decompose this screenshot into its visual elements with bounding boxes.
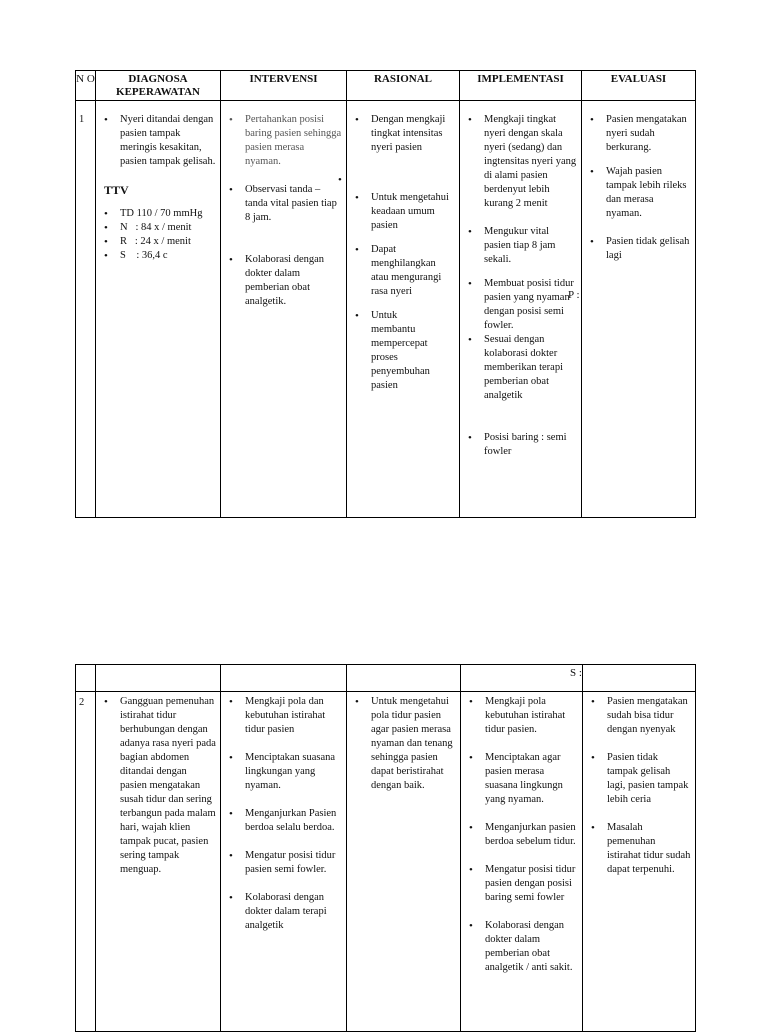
row-number-text: 2: [79, 697, 85, 708]
diagnosa-cell: [96, 101, 221, 518]
evaluasi-item: • Wajah pasien tampak lebih rileks dan merasa nyaman.: [586, 165, 691, 221]
row-number: [76, 692, 96, 1032]
stray-label-s: S :: [570, 667, 582, 679]
implementasi-item: • Menganjurkan pasien berdoa sebelum tidur.: [465, 821, 578, 849]
intervensi-item: • Menciptakan suasana lingkungan yang nyaman.: [225, 751, 342, 793]
implementasi-item: • Posisi baring : semi fowler: [464, 431, 577, 459]
evaluasi-item: • Masalah pemenuhan istirahat tidur sudah dapat terpenuhi.: [587, 821, 691, 877]
blank-cell: [221, 665, 347, 692]
evaluasi-item: • Pasien tidak tampak gelisah lagi, pasien tampak lebih ceria: [587, 751, 691, 807]
care-plan-table-1: [75, 70, 696, 518]
evaluasi-item: • Pasien tidak gelisah lagi: [586, 235, 691, 263]
intervensi-item: • Kolaborasi dengan dokter dalam pemberian obat analgetik.: [225, 253, 342, 309]
intervensi-item: • Observasi tanda – tanda vital pasien tiap 8 jam.: [225, 183, 342, 225]
header-intervensi: INTERVENSI: [221, 71, 347, 101]
implementasi-item: • Mengatur posisi tidur pasien dengan posisi baring semi fowler: [465, 863, 578, 905]
header-evaluasi: EVALUASI: [582, 71, 696, 101]
blank-cell: [96, 665, 221, 692]
header-no: N O: [76, 71, 96, 101]
ttv-label: TTV: [104, 183, 129, 197]
blank-cell: [347, 665, 461, 692]
evaluasi-item: • Pasien mengatakan nyeri sudah berkurang.: [586, 113, 691, 155]
implementasi-item: • Mengkaji pola kebutuhan istirahat tidur pasien.: [465, 695, 578, 737]
evaluasi-cell: [583, 692, 696, 1032]
row-number: [76, 101, 96, 518]
rasional-item: • Untuk mengetahui pola tidur pasien agar pasien merasa nyaman dan tenang sehingga pasien dapat beristirahat dengan baik.: [351, 695, 456, 793]
rasional-cell: [347, 692, 461, 1032]
ttv-item: • R : 24 x / menit: [100, 235, 216, 249]
implementasi-item: • Sesuai dengan kolaborasi dokter memberikan terapi pemberian obat analgetik: [464, 333, 577, 403]
implementasi-item: • Menciptakan agar pasien merasa suasana lingkungn yang nyaman.: [465, 751, 578, 807]
intervensi-item: • Kolaborasi dengan dokter dalam terapi analgetik: [225, 891, 342, 933]
intervensi-cell: [221, 692, 347, 1032]
intervensi-item: • Mengkaji pola dan kebutuhan istirahat tidur pasien: [225, 695, 342, 737]
intervensi-item: • Menganjurkan Pasien berdoa selalu berdoa.: [225, 807, 342, 835]
header-diagnosa: DIAGNOSA KEPERAWATAN: [96, 71, 221, 101]
row-number-text: 1: [79, 114, 85, 125]
header-rasional: RASIONAL: [347, 71, 460, 101]
rasional-item: • Dengan mengkaji tingkat intensitas nyeri pasien: [351, 113, 455, 155]
implementasi-item: • Membuat posisi tidur pasien yang nyaman dengan posisi semi fowler.: [464, 277, 577, 333]
header-implementasi: IMPLEMENTASI: [460, 71, 582, 101]
header-row: [76, 71, 696, 101]
stray-label-p: P :: [568, 289, 580, 301]
rasional-item: • Untuk membantu mempercepat proses penyembuhan pasien: [351, 309, 435, 393]
rasional-item: • Untuk mengetahui keadaan umum pasien: [351, 191, 455, 233]
blank-row: [76, 665, 696, 692]
implementasi-item: • Kolaborasi dengan dokter dalam pemberian obat analgetik / anti sakit.: [465, 919, 578, 975]
intervensi-cell: [221, 101, 347, 518]
ttv-item: • S : 36,4 c: [100, 249, 216, 263]
diagnosa-item: • Gangguan pemenuhan istirahat tidur berhubungan dengan adanya rasa nyeri pada bagian abdomen ditandai dengan pasien mengatakan susah tidur dan sering terbangun pada malam hari, wajah klien tampak pucat, pasien sering tampak menguap.: [100, 695, 216, 877]
evaluasi-item: • Pasien mengatakan sudah bisa tidur dengan nyenyak: [587, 695, 691, 737]
blank-cell: [461, 665, 583, 692]
table-row: [76, 692, 696, 1032]
implementasi-item: • Mengkaji tingkat nyeri dengan skala nyeri (sedang) dan ingtensitas nyeri yang di alami pasien berdenyut lebih kurang 2 menit: [464, 113, 577, 211]
care-plan-table-2: [75, 664, 696, 1032]
blank-cell: [76, 665, 96, 692]
table-row: [76, 101, 696, 518]
intervensi-item: • Pertahankan posisi baring pasien sehingga pasien merasa nyaman.: [225, 113, 342, 169]
rasional-item: • Dapat menghilangkan atau mengurangi rasa nyeri: [351, 243, 455, 299]
ttv-item: • TD 110 / 70 mmHg: [100, 207, 216, 221]
stray-bullet: •: [338, 174, 342, 186]
evaluasi-cell: [582, 101, 696, 518]
ttv-item: • N : 84 x / menit: [100, 221, 216, 235]
diagnosa-item: • Nyeri ditandai dengan pasien tampak meringis kesakitan, pasien tampak gelisah.: [100, 113, 216, 169]
implementasi-item: • Mengukur vital pasien tiap 8 jam sekali.: [464, 225, 577, 267]
rasional-cell: [347, 101, 460, 518]
implementasi-cell: [461, 692, 583, 1032]
implementasi-cell: [460, 101, 582, 518]
blank-cell: [583, 665, 696, 692]
ttv-list: [100, 207, 216, 263]
diagnosa-cell: [96, 692, 221, 1032]
intervensi-item: • Mengatur posisi tidur pasien semi fowler.: [225, 849, 342, 877]
